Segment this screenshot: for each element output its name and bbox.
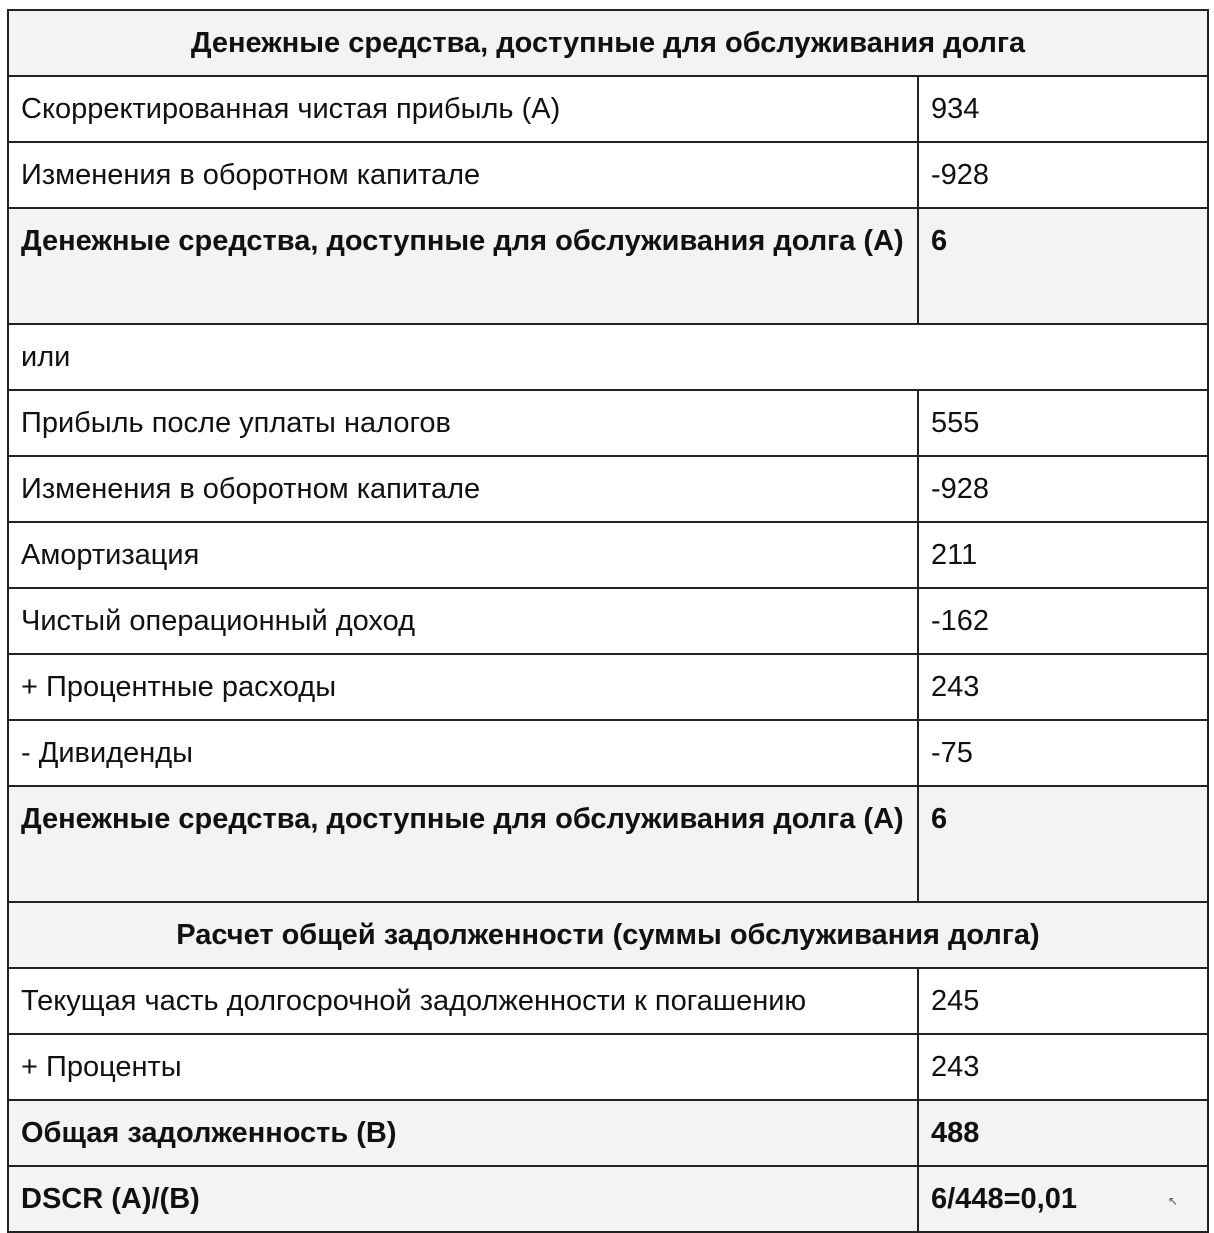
dscr-table — [7, 9, 1209, 1233]
row-label: Текущая часть долгосрочной задолженности к погашению — [8, 968, 918, 1034]
table-row — [8, 142, 1208, 208]
total-value: 6 — [918, 786, 1208, 902]
total-value: 488 — [918, 1100, 1208, 1166]
table-row — [8, 76, 1208, 142]
table-row — [8, 588, 1208, 654]
row-value: -162 — [918, 588, 1208, 654]
row-value: -928 — [918, 456, 1208, 522]
cursor-icon: ↖ — [1168, 1194, 1179, 1208]
dscr-row — [8, 1166, 1208, 1232]
row-value: -75 — [918, 720, 1208, 786]
row-label: Амортизация — [8, 522, 918, 588]
row-value: 555 — [918, 390, 1208, 456]
row-value: 211 — [918, 522, 1208, 588]
table-row — [8, 456, 1208, 522]
row-label: Скорректированная чистая прибыль (А) — [8, 76, 918, 142]
total-row-total-debt — [8, 1100, 1208, 1166]
section-header-total-debt — [8, 902, 1208, 968]
section-title: Расчет общей задолженности (суммы обслуживания долга) — [8, 902, 1208, 968]
table-row — [8, 522, 1208, 588]
row-label: Изменения в оборотном капитале — [8, 456, 918, 522]
row-value: 934 — [918, 76, 1208, 142]
row-value: 245 — [918, 968, 1208, 1034]
or-row — [8, 324, 1208, 390]
table-row — [8, 720, 1208, 786]
section-header-cash-available — [8, 10, 1208, 76]
row-label: Изменения в оборотном капитале — [8, 142, 918, 208]
section-title: Денежные средства, доступные для обслуживания долга — [8, 10, 1208, 76]
table-row — [8, 968, 1208, 1034]
row-label: Прибыль после уплаты налогов — [8, 390, 918, 456]
table-row — [8, 1034, 1208, 1100]
row-value: -928 — [918, 142, 1208, 208]
total-label: Денежные средства, доступные для обслуживания долга (А) — [8, 786, 918, 902]
table-row — [8, 390, 1208, 456]
row-value: 243 — [918, 1034, 1208, 1100]
row-label: + Процентные расходы — [8, 654, 918, 720]
total-value: 6 — [918, 208, 1208, 324]
dscr-value: 6/448=0,01 — [918, 1166, 1208, 1232]
dscr-label: DSCR (A)/(B) — [8, 1166, 918, 1232]
or-text: или — [8, 324, 1208, 390]
row-value: 243 — [918, 654, 1208, 720]
total-row-cash-available — [8, 786, 1208, 902]
row-label: - Дивиденды — [8, 720, 918, 786]
total-label: Денежные средства, доступные для обслуживания долга (А) — [8, 208, 918, 324]
table-row — [8, 654, 1208, 720]
row-label: + Проценты — [8, 1034, 918, 1100]
total-label: Общая задолженность (В) — [8, 1100, 918, 1166]
row-label: Чистый операционный доход — [8, 588, 918, 654]
total-row-cash-available — [8, 208, 1208, 324]
